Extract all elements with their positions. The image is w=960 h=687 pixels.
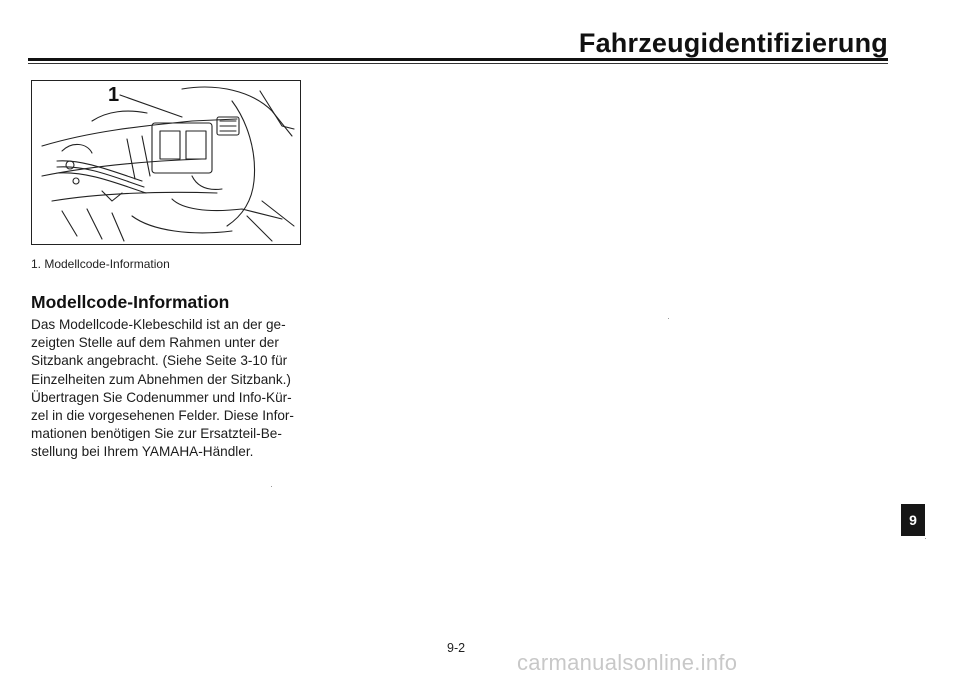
figure-caption: 1. Modellcode-Information [31, 257, 170, 271]
body-line: Das Modellcode-Klebeschild ist an der ge- [31, 317, 286, 332]
figure-callout-number: 1 [108, 84, 120, 106]
body-line: Übertragen Sie Codenummer und Info-Kür- [31, 389, 292, 405]
header-rule-thin [28, 63, 888, 64]
body-line: zel in die vorgesehenen Felder. Diese Infor- [31, 408, 294, 424]
body-paragraph [31, 316, 316, 462]
header-rule-thick [28, 58, 888, 61]
body-line: Sitzbank angebracht. (Siehe Seite 3-10 für [31, 353, 288, 369]
section-heading: Modellcode-Information [31, 292, 230, 312]
scan-speck [925, 538, 926, 539]
body-line: mationen benötigen Sie zur Ersatzteil-Be- [31, 426, 282, 442]
motorcycle-frame-illustration [31, 80, 301, 245]
page-title: Fahrzeugidentifizierung [578, 28, 888, 58]
body-line: Einzelheiten zum Abnehmen der Sitzbank.) [31, 371, 291, 387]
scan-speck [668, 318, 669, 319]
frame-line-drawing [32, 81, 300, 244]
body-line: stellung bei Ihrem YAMAHA-Händler. [31, 444, 254, 460]
body-line: zeigten Stelle auf dem Rahmen unter der [31, 335, 279, 351]
watermark: carmanualsonline.info [517, 650, 738, 675]
scan-speck [271, 486, 272, 487]
chapter-tab: 9 [901, 504, 925, 536]
page-number: 9-2 [447, 641, 466, 655]
